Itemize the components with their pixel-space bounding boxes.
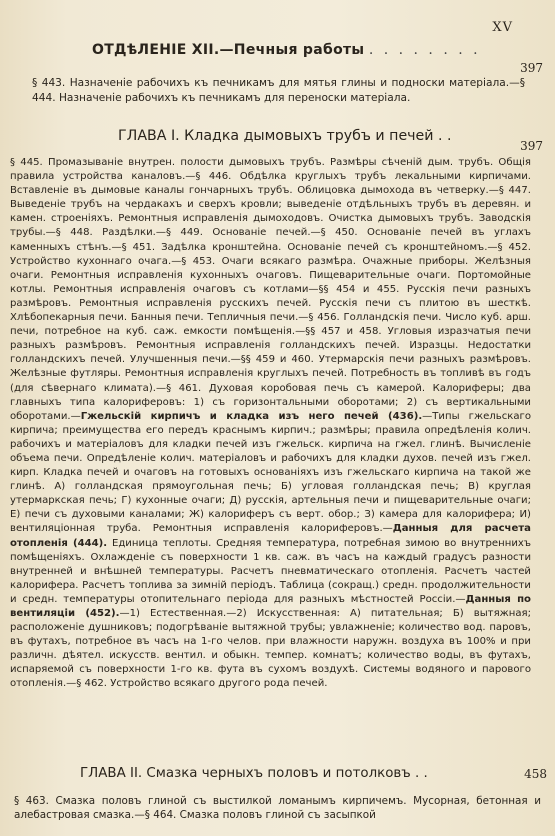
chapter-2-title: ГЛАВА II. Смазка черныхъ половъ и потолковъ [80, 766, 411, 781]
paragraph-445-part-1: § 445. Промазываніе внутрен. полости дымовыхъ трубъ. Размѣры сѣченій дым. трубъ. Общія правила устройства каналовъ.—§ 446. Обдѣлка круглыхъ трубъ лекальными кирпичами. Вставленіе въ дымовые каналы гончарныхъ трубъ. Облицовка дымохода въ четверку.—§ 447. Выведеніе трубъ на чердакахъ и сверхъ кровли; выведеніе отдѣльныхъ трубъ въ деревян. и камен. строеніяхъ. Ремонтныя исправленія дымоходовъ. Очистка дымовыхъ трубъ. Заводскія трубы.—§ 448. Раздѣлки.—§ 449. Основаніе печей.—§ 450. Основаніе печей въ углахъ каменныхъ стѣнъ.—§ 451. Задѣлка кронштейна. Основаніе печей съ кронштейномъ.—§ 452. Устройство кухоннаго очага.—§ 453. Очаги всякаго размѣра. Очажные приборы. Желѣзныя очаги. Ремонтныя исправленія кухонныхъ очаговъ. Пищеварительные очаги. Портомойные котлы. Ремонтныя исправленія очаговъ съ котлами—§§ 454 и 455. Русскія печи разныхъ размѣровъ. Ремонтныя исправленія русскихъ печей. Русскія печи съ плитою въ шесткѣ. Хлѣбопекарныя печи. Банныя печи. Тепличныя печи.—§ 456. Голландскія печи. Число куб. арш. печи, потребное на куб. саж. емкости помѣщенія.—§§ 457 и 458. Угловыя изразчатыя печи разныхъ размѣровъ. Ремонтныя исправленія голландскихъ печей. Изразцы. Недостатки голландскихъ печей. Улучшенныя печи.—§§ 459 и 460. Утермарскія печи разныхъ размѣровъ. Желѣзные футляры. Ремонтныя исправленія круглыхъ печей. Потребность въ топливѣ въ годъ (для сѣвернаго климата).—§ 461. Духовая коробовая печь съ камерой. Калориферы; два главныхъ типа калориферовъ: 1) съ горизонтальными оборотами; 2) съ вертикальными оборотами.— [10, 157, 531, 422]
paragraph-445-part-2: —Типы гжельскаго кирпича; преимущества его передъ краснымъ кирпич.; размѣры; правила опредѣленія колич. рабочихъ и матеріаловъ для кладки печей изъ гжельск. кирпича на гжел. глинѣ. Вычисленіе объема печи. Опредѣленіе колич. матеріаловъ и рабочихъ для кладки духов. печей изъ гжел. кирп. Кладка печей и очаговъ на готовыхъ основаніяхъ изъ гжельскаго кирпича на такой же глинѣ. А) голландская прямоугольная печь; Б) угловая голландская печь; В) круглая утермаркская печь; Г) кухонные очаги; Д) русскія, артельныя печи и пищеварительные очаги; Е) печи съ духовыми каналами; Ж) калориферъ съ верт. обор.; З) камера для калорифера; И) вентиляціонная труба. Ремонтныя исправленія калориферовъ.— [10, 410, 531, 535]
chapter-1-page-number: 397 [520, 139, 543, 153]
chapter-1-dots: . . [438, 128, 452, 144]
chapter-2-page-number: 458 [524, 767, 547, 781]
section-page-number: 397 [520, 61, 543, 75]
ventilation-data-heading: Данныя по вентиляціи (452). [10, 593, 531, 619]
section-title: ОТДѣЛЕНІЕ XII.—Печныя работы [92, 42, 365, 58]
heating-data-heading: Данныя для расчета отопленія (444). [10, 523, 531, 549]
paragraph-463: § 463. Смазка половъ глиной съ выстилкой ломанымъ кирпичемъ. Мусорная, бетонная и алебастровая смазка.—§ 464. Смазка половъ глиной съ засыпкой [14, 795, 541, 822]
paragraph-445 [10, 156, 531, 692]
roman-page-number: XV [492, 20, 513, 35]
section-dots: . . . . . . . . [368, 42, 481, 58]
paragraph-445-part-3: Единица теплоты. Средняя температура, потребная зимою во внутреннихъ помѣщеніяхъ. Охлажденіе съ поверхности 1 кв. саж. въ часъ на каждый градусъ разности внутренней и внѣшней температуры. Расчетъ пневматическаго отопленія. Расчетъ частей калорифера. Расчетъ топлива за зимній періодъ. Таблица (сокращ.) средн. продолжительности и средн. температуры отопительнаго періода для разныхъ мѣстностей Россіи.— [10, 537, 531, 605]
gzhel-brick-heading: Гжельскій кирпичъ и кладка изъ него печей (436). [80, 410, 423, 422]
section-heading [92, 42, 543, 75]
chapter-1-heading [118, 128, 452, 144]
paragraph-445-part-4: —1) Естественная.—2) Искусственная: А) питательная; Б) вытяжная; расположеніе душниковъ; подогрѣваніе вытяжной трубы; увлажненіе; количество вод. паровъ, въ футахъ, потребное въ часъ на 1-го челов. при влажности наружн. воздуха въ 100% и при различн. дѣятел. искусств. вентил. и обыкн. темпер. комнатъ; количество воды, въ футахъ, испаряемой съ поверхности 1-го кв. фута въ сухомъ воздухѣ. Системы водяного и парового отопленія.—§ 462. Устройство всякаго другого рода печей. [10, 608, 531, 690]
chapter-1-title: ГЛАВА I. Кладка дымовыхъ трубъ и печей [118, 128, 434, 144]
paragraph-443: § 443. Назначеніе рабочихъ къ печникамъ для мятья глины и подноски матеріала.—§ 444. Назначеніе рабочихъ къ печникамъ для переноски матеріала. [32, 77, 525, 104]
chapter-2-dots: . . [415, 766, 428, 781]
chapter-2-heading [80, 766, 428, 781]
